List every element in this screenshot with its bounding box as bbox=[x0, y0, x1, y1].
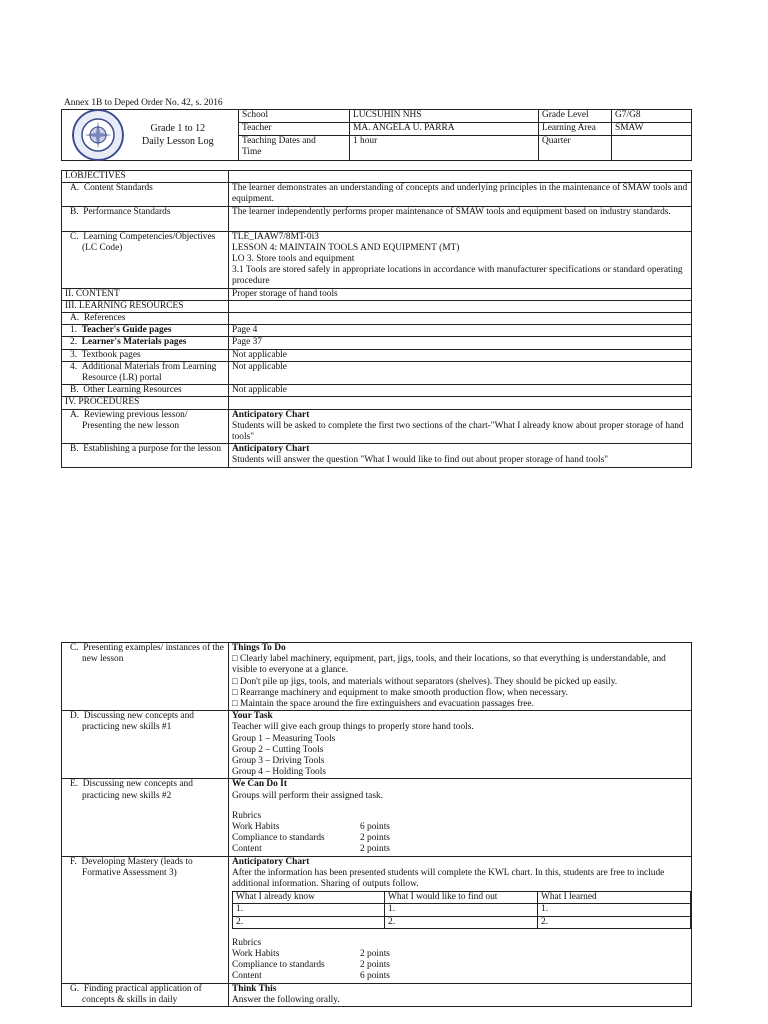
procedure-c-item: □ Clearly label machinery, equipment, part, jigs, tools, and their locations, so that everything is understandable, and visible to everyone at a glance. bbox=[232, 654, 666, 676]
procedure-f-title: Anticipatory Chart bbox=[232, 856, 310, 867]
objectives-heading: I.OBJECTIVES bbox=[62, 171, 229, 183]
procedure-a-content bbox=[229, 409, 692, 444]
learning-area-value: SMAW bbox=[612, 123, 692, 136]
quarter-value bbox=[612, 136, 692, 161]
rubric-row: Content 2 points bbox=[232, 844, 390, 855]
procedure-c-content bbox=[229, 643, 692, 711]
dates-label-line1: Teaching Dates and bbox=[242, 136, 316, 147]
other-resources-value: Not applicable bbox=[229, 385, 692, 397]
textbook-pages-value: Not applicable bbox=[229, 349, 692, 361]
other-resources-label: B. Other Learning Resources bbox=[62, 385, 229, 397]
procedure-g-text: Answer the following orally. bbox=[232, 994, 340, 1005]
learners-materials-value: Page 37 bbox=[229, 337, 692, 349]
learning-resources-heading: III. LEARNING RESOURCES bbox=[62, 300, 229, 312]
procedure-d-line: Group 4 – Holding Tools bbox=[232, 767, 326, 778]
deped-seal-icon bbox=[72, 109, 124, 161]
content-value: Proper storage of hand tools bbox=[229, 288, 692, 300]
procedure-d-title: Your Task bbox=[232, 711, 273, 722]
content-heading: II. CONTENT bbox=[62, 288, 229, 300]
content-standards-label: A. Content Standards bbox=[62, 183, 229, 206]
procedure-c-item: □ Maintain the space around the fire extinguishers and evacuation passages free. bbox=[232, 699, 534, 710]
kwl-row bbox=[233, 904, 691, 916]
header-title-grade: Grade 1 to 12 bbox=[150, 123, 206, 134]
procedure-g-title: Think This bbox=[232, 983, 277, 994]
additional-materials-label: 4. Additional Materials from Learning Resource (LR) portal bbox=[62, 361, 229, 384]
procedure-c-title: Things To Do bbox=[232, 643, 286, 653]
kwl-cell: 1. bbox=[385, 904, 538, 916]
grade-level-label: Grade Level bbox=[539, 110, 612, 123]
teachers-guide-value: Page 4 bbox=[229, 325, 692, 337]
procedure-f-content bbox=[229, 856, 692, 983]
quarter-label: Quarter bbox=[539, 136, 612, 161]
rubric-row: Work Habits 2 points bbox=[232, 949, 390, 960]
procedure-a-label: A. Reviewing previous lesson/ Presenting the new lesson bbox=[62, 409, 229, 444]
lesson-table-2 bbox=[61, 642, 692, 1007]
procedure-a-title: Anticipatory Chart bbox=[232, 409, 310, 420]
procedure-b-title: Anticipatory Chart bbox=[232, 444, 310, 455]
procedure-a-text: Students will be asked to complete the first two sections of the chart-"What I already know about proper storage of hand tools" bbox=[232, 420, 684, 443]
learning-outcome: LO 3. Store tools and equipment bbox=[232, 254, 355, 265]
procedures-heading: IV. PROCEDURES bbox=[62, 397, 229, 409]
kwl-header: What I already know bbox=[233, 892, 385, 904]
procedure-b-label: B. Establishing a purpose for the lesson bbox=[62, 444, 229, 467]
lesson-title: LESSON 4: MAINTAIN TOOLS AND EQUIPMENT (MT) bbox=[232, 242, 460, 253]
kwl-header-row bbox=[233, 892, 691, 904]
procedure-e-content bbox=[229, 779, 692, 856]
procedure-g-content bbox=[229, 983, 692, 1006]
procedure-c-item: □ Rearrange machinery and equipment to make smooth production flow, when necessary. bbox=[232, 687, 568, 698]
procedure-f-label: F. Developing Mastery (leads to Formative Assessment 3) bbox=[62, 856, 229, 983]
additional-materials-value: Not applicable bbox=[229, 361, 692, 384]
rubric-row: Content 6 points bbox=[232, 971, 390, 982]
grade-level-value: G7/G8 bbox=[612, 110, 692, 123]
kwl-header: What I would like to find out bbox=[385, 892, 538, 904]
kwl-row bbox=[233, 916, 691, 928]
kwl-header: What I learned bbox=[538, 892, 691, 904]
procedure-d-label: D. Discussing new concepts and practicing new skills #1 bbox=[62, 711, 229, 779]
procedure-d-line: Group 2 – Cutting Tools bbox=[232, 744, 324, 755]
competency-detail: 3.1 Tools are stored safely in appropriate locations in accordance with manufacturer specifications or standard operating procedure bbox=[232, 265, 683, 287]
school-value: LUCSUHIN NHS bbox=[350, 110, 539, 123]
learning-competencies-value bbox=[229, 231, 692, 288]
kwl-cell: 1. bbox=[233, 904, 385, 916]
references-label: A. References bbox=[62, 313, 229, 325]
procedure-b-content bbox=[229, 444, 692, 467]
procedure-c-label: C. Presenting examples/ instances of the new lesson bbox=[62, 643, 229, 711]
kwl-cell: 2. bbox=[233, 916, 385, 928]
content-standards-value: The learner demonstrates an understanding of concepts and underlying principles in the maintenance of SMAW tools and equipment. bbox=[229, 183, 692, 206]
procedure-g-label: G. Finding practical application of concepts & skills in daily bbox=[62, 983, 229, 1006]
lesson-table-1 bbox=[61, 170, 692, 468]
procedure-c-item: □ Don't pile up jigs, tools, and materials without separators (shelves). They should be picked up easily. bbox=[232, 676, 618, 687]
kwl-cell: 2. bbox=[538, 916, 691, 928]
performance-standards-label: B. Performance Standards bbox=[62, 206, 229, 231]
kwl-chart bbox=[232, 891, 691, 929]
learners-materials-label: 2. Learner's Materials pages bbox=[62, 337, 229, 349]
learning-area-label: Learning Area bbox=[539, 123, 612, 136]
procedure-d-content bbox=[229, 711, 692, 779]
dates-label-line2: Time bbox=[242, 147, 262, 158]
procedure-e-title: We Can Do It bbox=[232, 779, 287, 790]
procedure-e-label: E. Discussing new concepts and practicing new skills #2 bbox=[62, 779, 229, 856]
learning-competencies-label: C. Learning Competencies/Objectives (LC Code) bbox=[62, 231, 229, 288]
teachers-guide-label: 1. Teacher's Guide pages bbox=[62, 325, 229, 337]
procedure-d-line: Teacher will give each group things to properly store hand tools. bbox=[232, 722, 474, 733]
kwl-cell: 1. bbox=[538, 904, 691, 916]
procedure-e-text: Groups will perform their assigned task. bbox=[232, 790, 384, 801]
rubrics-heading: Rubrics bbox=[232, 937, 262, 948]
header-table bbox=[61, 109, 692, 161]
teacher-value: MA. ANGELA U. PARRA bbox=[350, 123, 539, 136]
procedure-d-line: Group 3 – Driving Tools bbox=[232, 756, 325, 767]
dates-label bbox=[239, 136, 350, 161]
school-label: School bbox=[239, 110, 350, 123]
kwl-cell: 2. bbox=[385, 916, 538, 928]
procedure-b-text: Students will answer the question "What I would like to find out about proper storage of hand tools" bbox=[232, 455, 609, 466]
procedure-d-line: Group 1 – Measuring Tools bbox=[232, 733, 336, 744]
annex-reference: Annex 1B to Deped Order No. 42, s. 2016 bbox=[64, 98, 223, 108]
rubric-row: Work Habits 6 points bbox=[232, 822, 390, 833]
rubric-row: Compliance to standards 2 points bbox=[232, 960, 390, 971]
lc-code: TLE_IAAW7/8MT-0i3 bbox=[232, 231, 319, 242]
header-title-cell bbox=[62, 110, 239, 161]
teacher-label: Teacher bbox=[239, 123, 350, 136]
textbook-pages-label: 3. Textbook pages bbox=[62, 349, 229, 361]
dates-value: 1 hour bbox=[350, 136, 539, 161]
rubric-row: Compliance to standards 2 points bbox=[232, 833, 390, 844]
rubrics-heading: Rubrics bbox=[232, 810, 262, 821]
performance-standards-value: The learner independently performs proper maintenance of SMAW tools and equipment based on industry standards. bbox=[229, 206, 692, 231]
header-title-dll: Daily Lesson Log bbox=[142, 136, 214, 147]
procedure-f-text: After the information has been presented students will complete the KWL chart. In this, students are free to include additional information. Sharing of outputs follow. bbox=[232, 867, 665, 890]
